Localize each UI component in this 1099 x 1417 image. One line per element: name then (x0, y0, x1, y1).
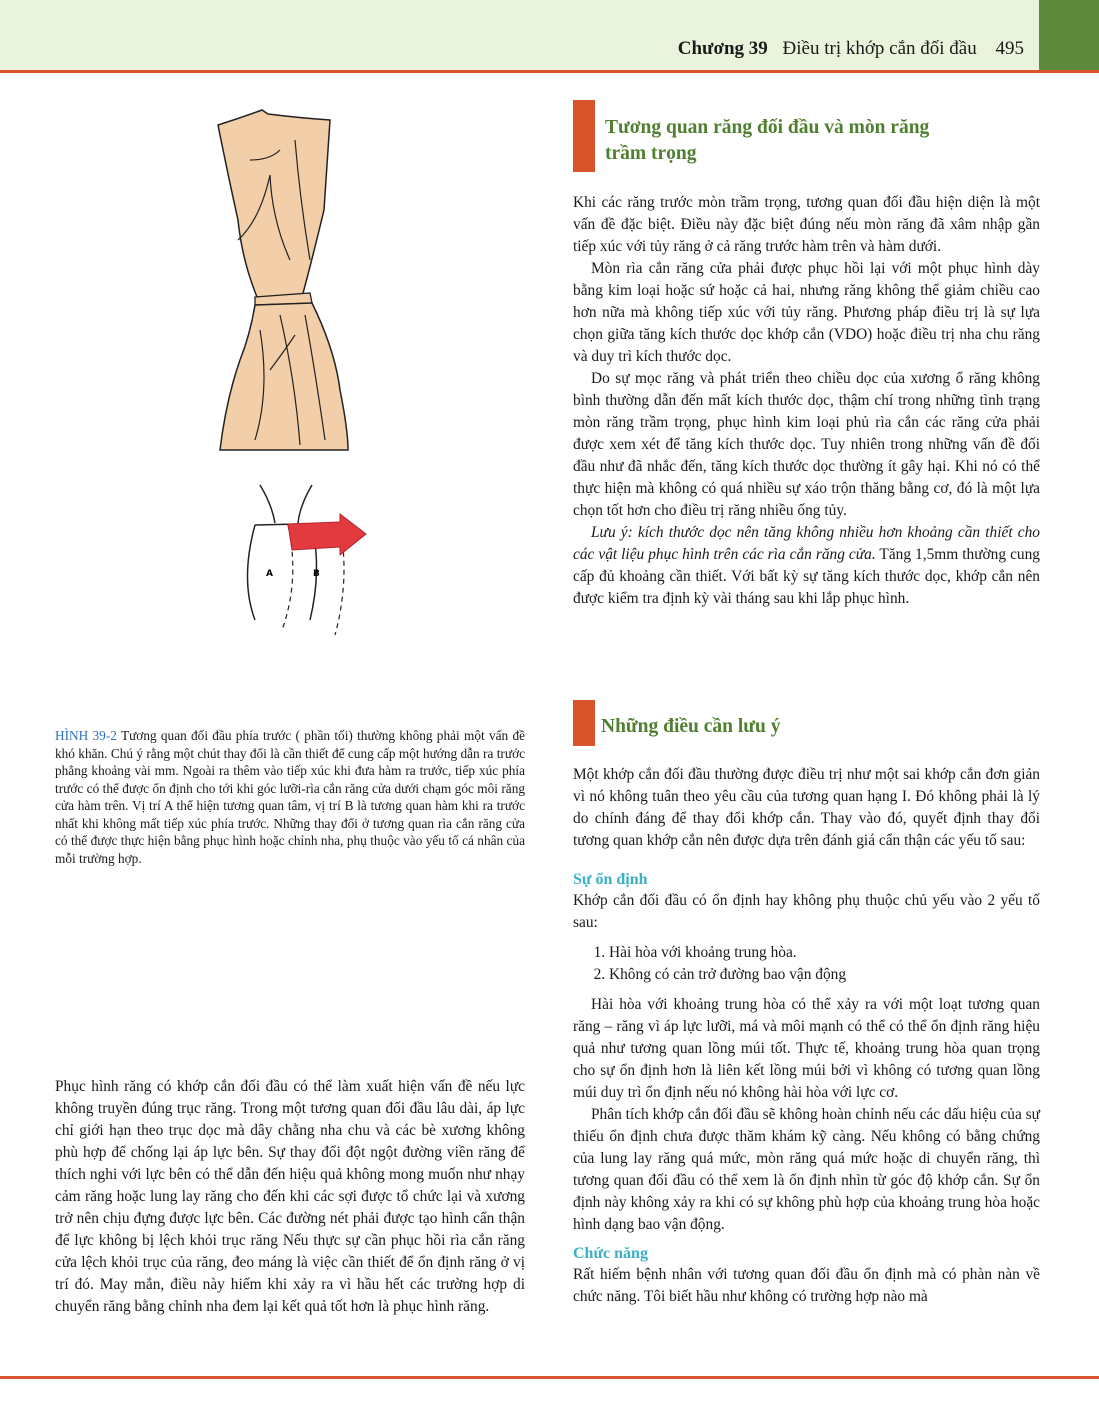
protrusion-arrow (288, 514, 366, 555)
note-italic: Lưu ý: kích thước dọc nên tăng không nhiều hơn khoảng cần thiết cho các vật liệu phục hình trên các rìa cắn răng cửa. (573, 524, 1040, 563)
upper-tooth (218, 110, 330, 297)
tooth-illustration (200, 100, 400, 640)
position-b-label: B (313, 569, 320, 579)
factor-list (573, 942, 1040, 986)
left-body-text (55, 1076, 525, 1318)
section-1-paragraph-2: Mòn rìa cắn răng cửa phải được phục hồi lại với một phục hình dày bằng kim loại hoặc sứ hoặc cả hai, nhưng răng không thể giảm chiều cao hơn nữa mà không tiếp xúc với tủy răng. Phương pháp điều trị là sự lựa chọn giữa tăng kích thước dọc khớp cắn (VDO) hoặc điều trị nha chu răng và duy trì kích thước dọc. (573, 260, 1040, 365)
header-rule (0, 70, 1099, 73)
page-number: 495 (995, 38, 1024, 59)
subhead-stability: Sự ổn định (573, 871, 648, 888)
figure-caption-label: HÌNH 39-2 (55, 728, 117, 743)
section-title-1-line1: Tương quan răng đối đầu và mòn răng (605, 117, 930, 138)
section-2-paragraph-3: Hài hòa với khoảng trung hòa có thể xảy ra với một loạt tương quan răng – răng vì áp lực lưỡi, má và môi mạnh có thể có thể ổn định răng hiệu quả như tương quan lồng múi tốt. Thực tế, khoảng trung hòa quan trọng cho sự ổn định hơn là liên kết lồng múi bởi vì không có tương quan lồng múi duy trì ổn định nếu nó không hài hòa với lực cơ. (573, 996, 1040, 1101)
section-bar (573, 700, 595, 746)
section-heading-2 (573, 700, 1040, 746)
section-1-paragraph-1: Khi các răng trước mòn trầm trọng, tương quan đối đầu hiện diện là một vấn đề đặc biệt. Điều này đặc biệt đúng nếu mòn răng đã xâm nhập gần tiếp xúc với tủy răng ở cả răng trước hàm trên và hàm dưới. (573, 194, 1040, 255)
section-2-paragraph-2: Khớp cắn đối đầu có ổn định hay không phụ thuộc chủ yếu vào 2 yếu tố sau: (573, 892, 1040, 931)
subhead-function: Chức năng (573, 1245, 648, 1262)
figure-39-2 (200, 100, 400, 640)
list-item: 2. Không có cản trở đường bao vận động (609, 964, 1040, 986)
list-item: 1. Hài hòa với khoảng trung hòa. (609, 942, 1040, 964)
section-title-1-line2: trầm trọng (605, 143, 697, 164)
section-1-paragraph-3: Do sự mọc răng và phát triển theo chiều dọc của xương ổ răng không bình thường dẫn đến mất kích thước dọc, thậm chí trong những tình trạng mòn răng trầm trọng, phục hình kim loại phủ rìa cắn các răng cửa phải được xem xét để tăng kích thước dọc. Tuy nhiên trong những vấn đề đối đầu như đã nhắc đến, tăng kích thước dọc thường ít gây hại. Khi nó có thể thực hiện mà không có quá nhiều sự xáo trộn thăng bằng cơ, đó là một lựa chọn tốt hơn cho điều trị răng nhiều ống tủy. (573, 370, 1040, 519)
figure-caption-text: Tương quan đối đầu phía trước ( phần tối) thường không phải một vấn đề khó khăn. Chú ý rằng một chút thay đổi là cần thiết để cung cấp một hướng dẫn ra trước phẳng khoảng vài mm. Ngoài ra thêm vào tiếp xúc khi đưa hàm ra trước, tiếp xúc phía trước có thể được ổn định cho tới khi góc lưỡi-rìa cắn răng cửa dưới chạm góc môi răng cửa hàm trên. Vị trí A thể hiện tương quan tâm, vị trí B là tương quan hàm khi ra trước nhất khi không mất tiếp xúc phía trước. Những thay đổi ở tương quan rìa cắn răng cửa có thể được thực hiện bằng phục hình hoặc chỉnh nha, phụ thuộc vào yếu tố cá nhân của mỗi trường hợp. (55, 728, 525, 866)
section-2-paragraph-1: Một khớp cắn đối đầu thường được điều trị như một sai khớp cắn đơn giản vì nó không tuân theo yêu cầu của tương quan hạng I. Đó không phải là lý do chính đáng để thay đổi khớp cắn. Thay vào đó, quyết định thay đổi tương quan khớp cắn nên được dựa trên đánh giá cẩn thận các yếu tố sau: (573, 766, 1040, 849)
footer-rule (0, 1376, 1099, 1379)
running-head (678, 38, 1024, 60)
section-2-paragraph-5: Rất hiếm bệnh nhân với tương quan đối đầu ổn định mà có phàn nàn về chức năng. Tôi biết hầu như không có trường hợp nào mà (573, 1266, 1040, 1305)
section-1-body (573, 192, 1040, 610)
section-2-paragraph-4: Phân tích khớp cắn đối đầu sẽ không hoàn chỉnh nếu các dấu hiệu của sự thiếu ổn định chưa được thăm khám kỹ càng. Nếu không có bằng chứng của lung lay răng quá mức, mòn răng quá mức hoặc di chuyển răng, thì tương quan đối đầu có thể xem là ổn định nhìn từ góc độ khớp cắn. Sự ổn định này không xảy ra khi có sự không phù hợp của khoảng trung hòa hoặc hình dạng bao vận động. (573, 1106, 1040, 1233)
note-rest: Tăng 1,5mm thường cung cấp đủ khoảng cần thiết. Với bất kỳ sự tăng kích thước dọc, khớp cắn nên được kiểm tra định kỳ vài tháng sau khi lắp phục hình. (573, 546, 1040, 607)
left-paragraph: Phục hình răng có khớp cắn đối đầu có thể làm xuất hiện vấn đề nếu lực không truyền đúng trục răng. Trong một tương quan đối đầu lâu dài, áp lực chỉ giới hạn theo trục dọc mà dây chằng nha chu và các bè xương không phù hợp để chống lại áp lực bên. Sự thay đổi đột ngột đường viền răng để thích nghi với lực bên có thể dẫn đến hiệu quả không mong muốn như nhạy cảm răng hoặc lung lay răng cho đến khi các sợi được tổ chức lại và xương trở nên chịu đựng được lực bên. Các đường nét phải được tạo hình cẩn thận để lực không bị lệch khỏi trục răng Nếu thực sự cần phục hồi rìa cắn răng cửa lệch khỏi trục của răng, đeo máng là việc cần thiết để ổn định răng ở vị trí đó. May mắn, điều này hiếm khi xảy ra vì hầu hết các trường hợp di chuyển răng bằng chỉnh nha đem lại kết quả tốt hơn là phục hình răng. (55, 1078, 525, 1315)
figure-caption (55, 727, 525, 867)
lower-tooth (220, 303, 348, 450)
header-accent-block (1039, 0, 1099, 70)
section-title-2: Những điều cần lưu ý (601, 716, 781, 737)
chapter-title: Điều trị khớp cắn đối đầu (782, 38, 977, 59)
section-heading-1 (573, 100, 1040, 172)
section-bar (573, 100, 595, 172)
section-2-body (573, 764, 1040, 1308)
position-a-label: A (266, 569, 273, 579)
section-1-paragraph-4 (573, 522, 1040, 610)
section-title-1 (605, 115, 929, 167)
chapter-label: Chương 39 (677, 38, 768, 59)
